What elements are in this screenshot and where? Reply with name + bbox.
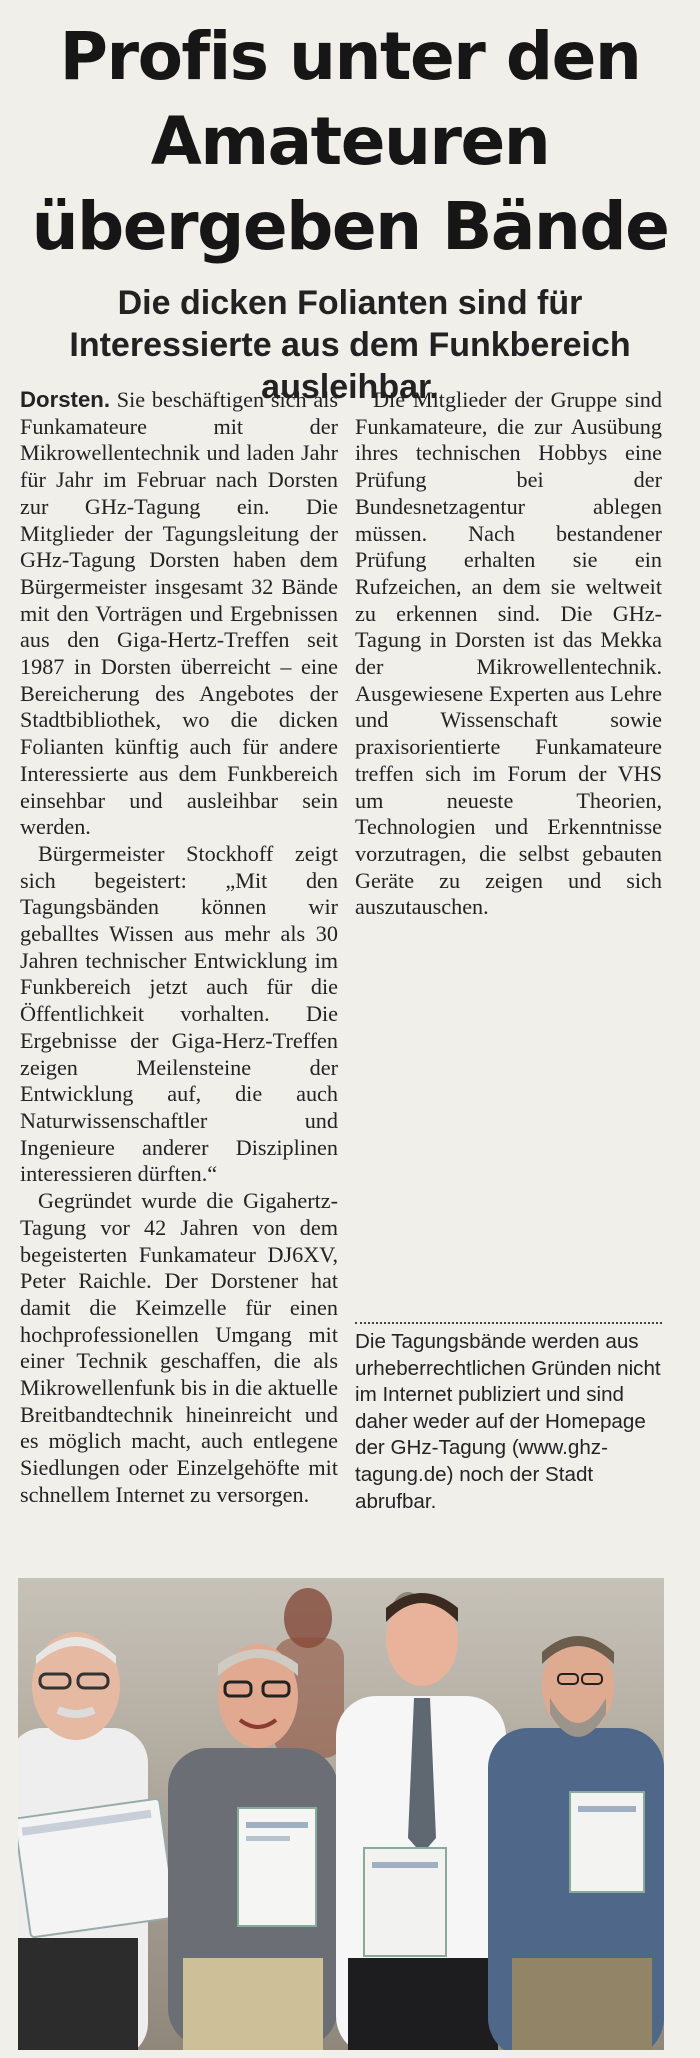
group-photo-illustration bbox=[18, 1578, 664, 2050]
article-column-right bbox=[355, 387, 662, 921]
article-subheadline: Die dicken Folianten sind für Interessierte aus dem Funkbereich ausleihbar. bbox=[69, 284, 631, 406]
article-column-left bbox=[20, 387, 338, 1509]
note-divider bbox=[355, 1322, 662, 1324]
article-paragraph-4: Die Mitglieder der Gruppe sind Funkamateure, die zur Ausübung ihres technischen Hobbys eine Prüfung bei der Bundesnetzagentur ablegen müssen. Nach bestandener Prüfung erhalten sie ein Rufzeichen, an dem sie weltweit zu erkennen sind. Die GHz-Tagung in Dorsten ist das Mekka der Mikrowellentechnik. Ausgewiesene Experten aus Lehre und Wissenschaft sowie praxisorientierte Funkamateure treffen sich im Forum der VHS um neueste Theorien, Technologien und Erkenntnisse vorzutragen, die selbst gebauten Geräte zu zeigen und sich auszutauschen. bbox=[355, 387, 662, 920]
group-photo bbox=[18, 1578, 664, 2050]
article-paragraph-1: Sie beschäftigen sich als Funkamateure mit der Mikrowellentechnik und laden Jahr für Jahr im Februar nach Dorsten zur GHz-Tagung ein. Die Mitglieder der Tagungsleitung der GHz-Tagung Dorsten haben dem Bürgermeister insgesamt 32 Bände mit den Vorträgen und Ergebnissen aus den Giga-Hertz-Treffen seit 1987 in Dorsten überreicht – eine Bereicherung des Angebotes der Stadtbibliothek, wo die dicken Folianten künftig auch für andere Interessierte aus dem Funkbereich einsehbar und ausleihbar sein werden. bbox=[20, 387, 339, 840]
article-headline: Profis unter den Amateuren übergeben Bände bbox=[31, 18, 669, 265]
article-paragraph-3: Gegründet wurde die Gigahertz-Tagung vor 42 Jahren von dem begeisterten Funkamateur DJ6XV, Peter Raichle. Der Dorstener hat damit die Keimzelle für einen hochprofessionellen Umgang mit einer Technik geschaffen, die als Mikrowellenfunk bis in die aktuelle Breitbandtechnik hineinreicht und es möglich macht, auch entlegene Siedlungen oder Einzelgehöfte mit schnellem Internet zu versorgen. bbox=[20, 1188, 338, 1507]
article-dateline: Dorsten. bbox=[20, 387, 110, 412]
article-paragraph bbox=[20, 387, 338, 841]
article-paragraph-2: Bürgermeister Stockhoff zeigt sich begeistert: „Mit den Tagungsbänden können wir geballtes Wissen aus mehr als 30 Jahren technischer Entwicklung im Funkbereich jetzt auch für die Öffentlichkeit vorhalten. Die Ergebnisse der Giga-Herz-Treffen zeigen Meilensteine der Entwicklung auf, die auch Naturwissenschaftler und Ingenieure anderer Disziplinen interessieren dürften.“ bbox=[20, 840, 338, 1187]
article-note: Die Tagungsbände werden aus urheberrechtlichen Gründen nicht im Internet publiziert und sind daher weder auf der Homepage der GHz-Tagung (www.ghz-tagung.de) noch der Stadt abrufbar. bbox=[355, 1330, 661, 1513]
